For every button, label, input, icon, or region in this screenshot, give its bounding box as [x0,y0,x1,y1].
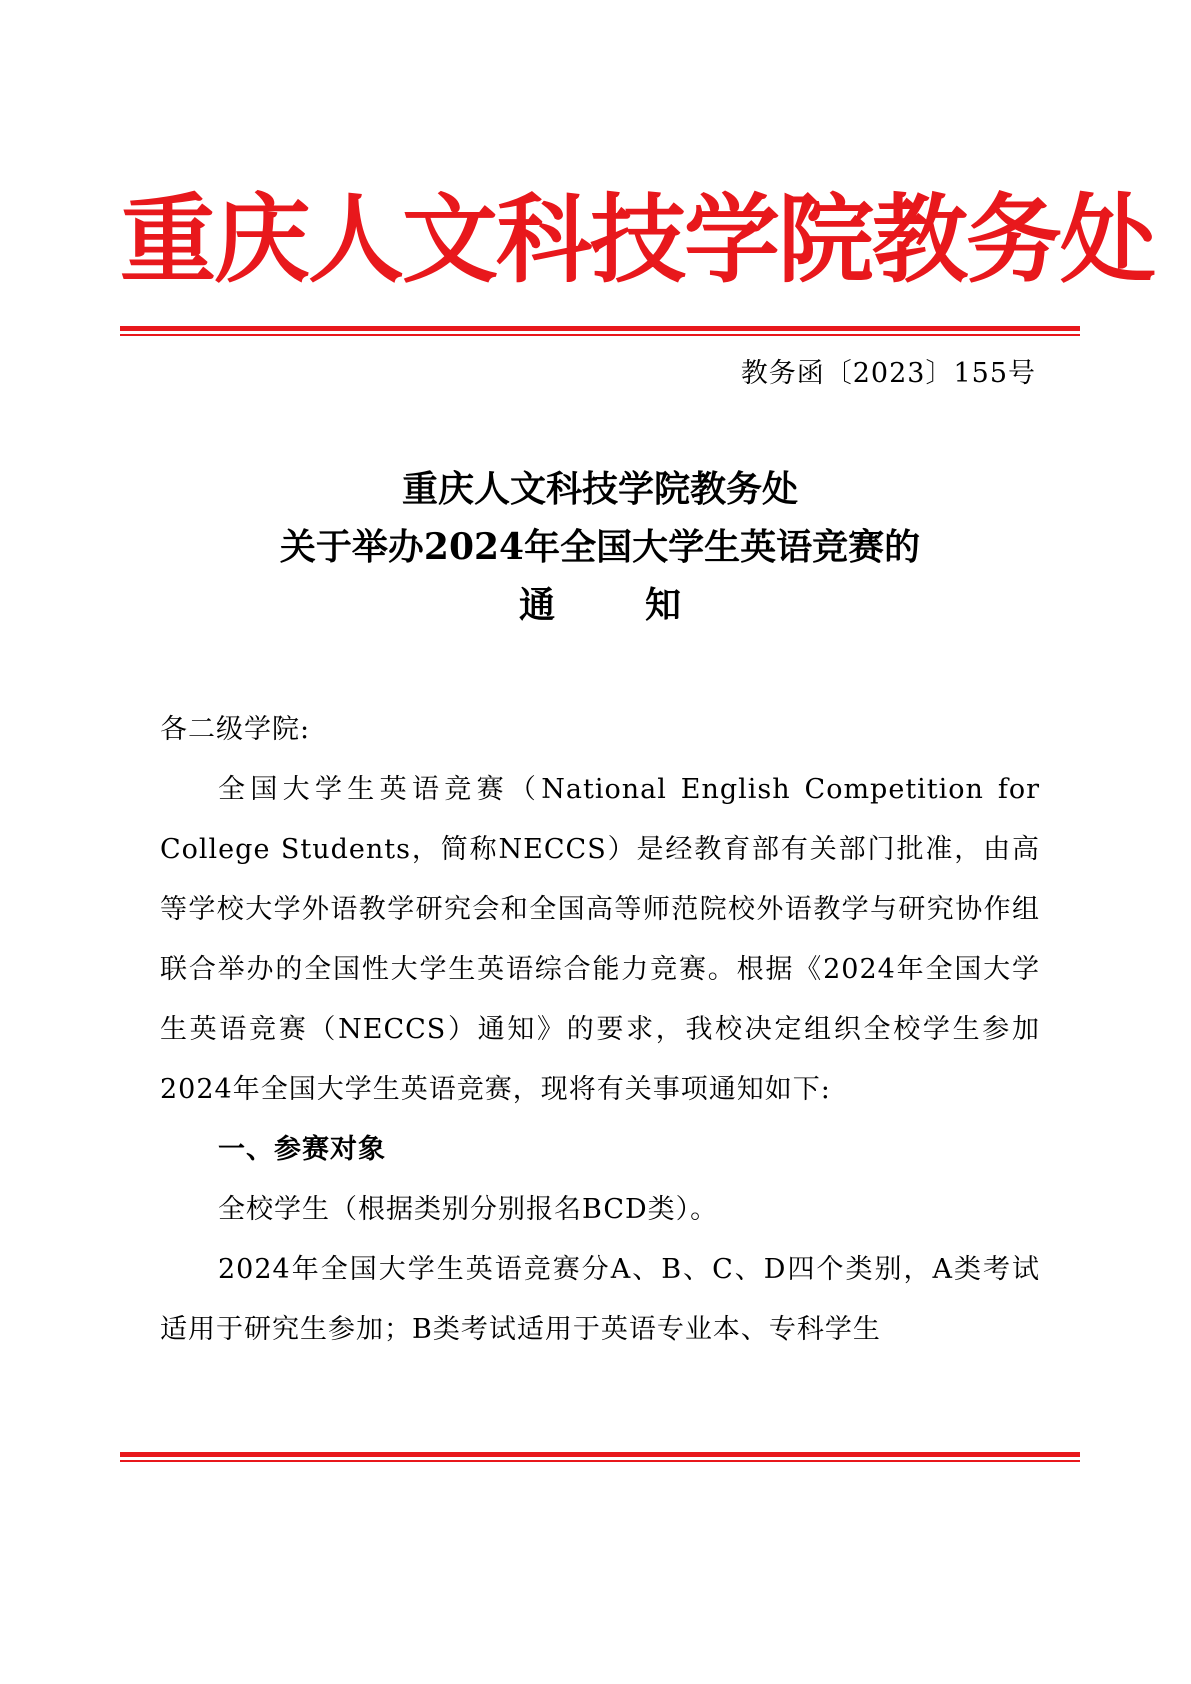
participants-paragraph: 全校学生（根据类别分别报名BCD类）。 [218,1194,719,1225]
masthead-title: 重庆人文科技学院教务处 [120,184,1154,296]
section-heading-participants: 一、参赛对象 [218,1134,386,1165]
salutation: 各二级学院: [160,714,311,745]
masthead-divider [120,326,1080,336]
divider-thin-line [120,334,1080,336]
categories-paragraph: 2024年全国大学生英语竞赛分A、B、C、D四个类别，A类考试适用于研究生参加；B类考试适用于英语专业本、专科学生 [160,1254,1040,1345]
title-line-1: 重庆人文科技学院教务处 [401,468,798,510]
footer-divider [120,1452,1080,1462]
notice-title [120,460,1080,634]
document-number: 教务函〔2023〕155号 [740,358,1036,389]
divider-thin-line [120,1460,1080,1462]
notice-body [160,700,1040,1360]
title-line-3: 通知 [518,584,771,626]
intro-paragraph: 全国大学生英语竞赛（National English Competition for College Students，简称NECCS）是经教育部有关部门批准，由高等学校大学外语教学研究会和全国高等师范院校外语教学与研究协作组联合举办的全国性大学生英语综合能力竞赛。根据《2024年全国大学生英语竞赛（NECCS）通知》的要求，我校决定组织全校学生参加2024年全国大学生英语竞赛，现将有关事项通知如下: [160,774,1040,1105]
title-line-2: 关于举办2024年全国大学生英语竞赛的 [279,526,921,568]
